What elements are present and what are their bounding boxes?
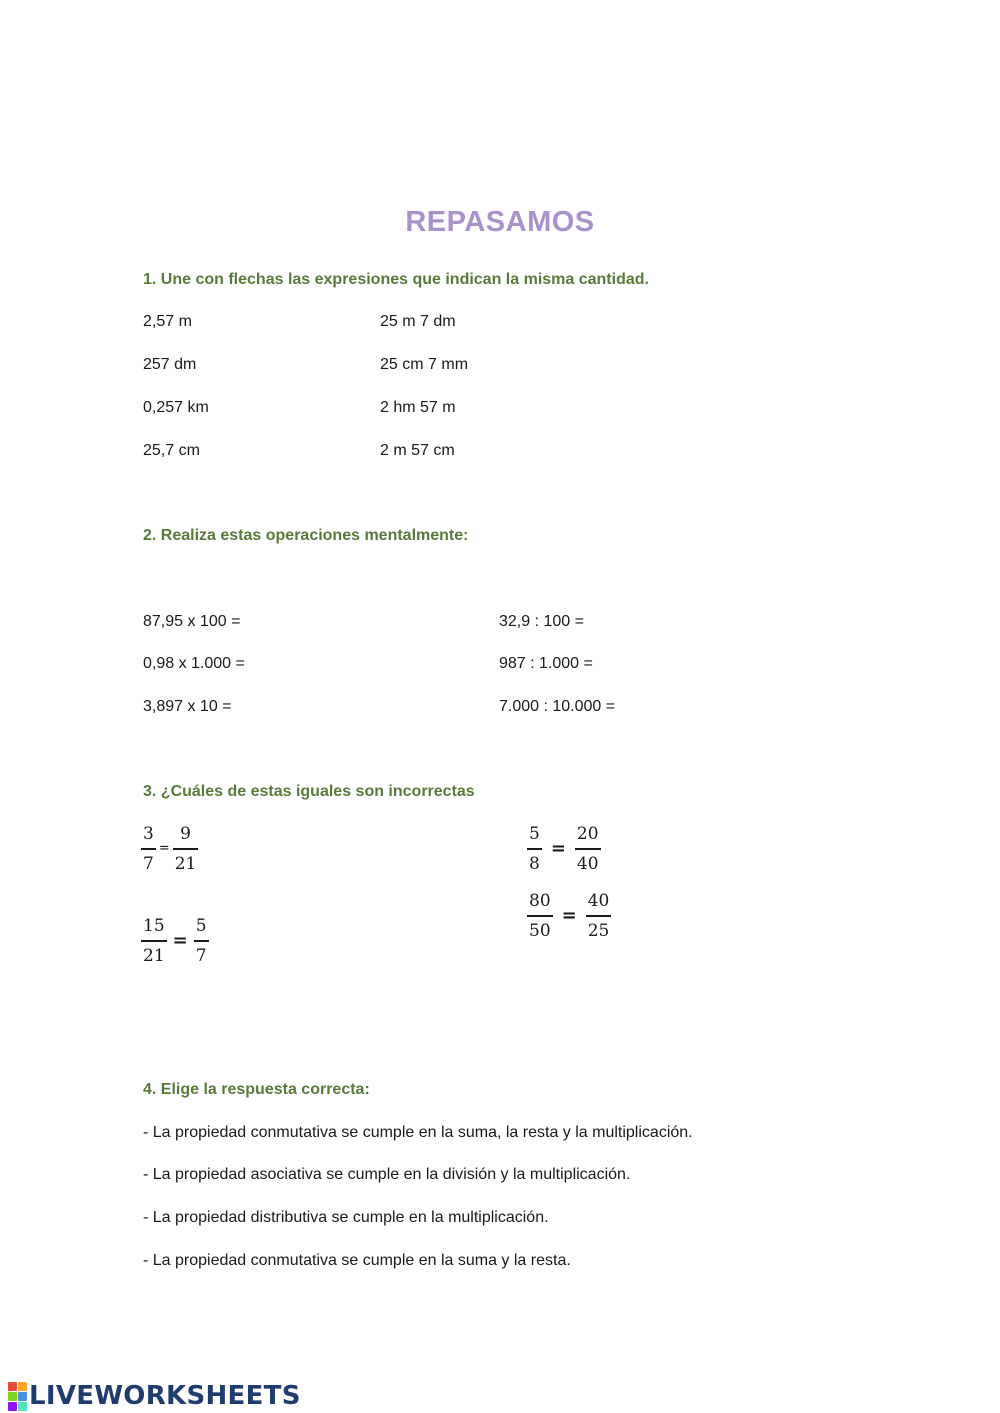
fraction-bar <box>194 940 209 942</box>
fraction <box>173 823 199 875</box>
numerator: 5 <box>195 916 207 936</box>
fraction-bar <box>527 848 542 850</box>
denominator: 7 <box>195 945 207 966</box>
operation-text: 987 : 1.000 = <box>499 655 593 672</box>
fraction-bar <box>527 915 553 917</box>
numerator: 9 <box>180 824 191 844</box>
fraction-equality[interactable] <box>527 823 601 875</box>
logo-block <box>18 1392 27 1401</box>
section-3-heading: 3. ¿Cuáles de estas iguales son incorrectas <box>143 783 475 800</box>
match-left-item[interactable]: 0,257 km <box>143 399 209 416</box>
match-right-item[interactable]: 2 hm 57 m <box>380 399 456 416</box>
answer-option[interactable]: - La propiedad distributiva se cumple en la multiplicación. <box>143 1209 549 1226</box>
denominator: 8 <box>529 853 540 874</box>
operation-text: 3,897 x 10 = <box>143 698 232 715</box>
equals-sign: = <box>172 930 188 952</box>
fraction-bar <box>141 848 156 850</box>
match-left-item[interactable]: 257 dm <box>143 356 197 373</box>
fraction-bar <box>173 848 199 850</box>
logo-text: LIVEWORKSHEETS <box>29 1381 301 1411</box>
equals-sign: = <box>550 838 566 860</box>
match-right-item[interactable]: 2 m 57 cm <box>380 442 455 459</box>
match-left-item[interactable]: 25,7 cm <box>143 442 200 459</box>
fraction <box>586 890 612 942</box>
denominator: 21 <box>174 853 197 874</box>
fraction-bar <box>141 940 167 942</box>
section-1-heading: 1. Une con flechas las expresiones que indican la misma cantidad. <box>143 271 649 288</box>
match-right-item[interactable]: 25 cm 7 mm <box>380 356 469 373</box>
match-left-item[interactable]: 2,57 m <box>143 313 192 330</box>
denominator: 50 <box>529 920 551 941</box>
numerator: 5 <box>529 824 540 844</box>
logo-block <box>8 1392 17 1401</box>
match-right-item[interactable]: 25 m 7 dm <box>380 313 456 330</box>
operation-text: 87,95 x 100 = <box>143 613 241 630</box>
logo-block <box>8 1402 17 1411</box>
operation-text: 7.000 : 10.000 = <box>499 698 616 715</box>
fraction-bar <box>575 848 601 850</box>
answer-option[interactable]: - La propiedad conmutativa se cumple en la suma, la resta y la multiplicación. <box>143 1124 693 1141</box>
fraction <box>141 915 167 967</box>
operation-text: 0,98 x 1.000 = <box>143 655 245 672</box>
denominator: 40 <box>576 853 599 874</box>
denominator: 7 <box>143 853 154 874</box>
numerator: 15 <box>143 916 165 936</box>
fraction-bar <box>586 915 612 917</box>
section-4-heading: 4. Elige la respuesta correcta: <box>143 1081 370 1098</box>
denominator: 21 <box>143 945 165 966</box>
denominator: 25 <box>587 920 610 941</box>
fraction-equality[interactable] <box>141 823 198 875</box>
equals-sign: = <box>561 905 577 927</box>
page-title: REPASAMOS <box>405 206 595 238</box>
section-2-heading: 2. Realiza estas operaciones mentalmente: <box>143 527 469 544</box>
answer-option[interactable]: - La propiedad asociativa se cumple en la división y la multiplicación. <box>143 1166 631 1183</box>
numerator: 20 <box>576 824 599 844</box>
answer-option[interactable]: - La propiedad conmutativa se cumple en la suma y la resta. <box>143 1252 571 1269</box>
numerator: 3 <box>143 824 154 844</box>
logo-block <box>18 1382 27 1391</box>
operation-text: 32,9 : 100 = <box>499 613 584 630</box>
logo-block <box>8 1382 17 1391</box>
numerator: 40 <box>587 891 610 911</box>
logo-block <box>18 1402 27 1411</box>
equals-sign: = <box>158 841 170 857</box>
logo-blocks-icon <box>8 1382 27 1411</box>
fraction-equality[interactable] <box>527 890 611 942</box>
fraction <box>194 915 209 967</box>
liveworksheets-logo <box>8 1381 301 1411</box>
fraction <box>527 823 542 875</box>
fraction <box>141 823 156 875</box>
fraction-equality[interactable] <box>141 915 209 967</box>
fraction <box>575 823 601 875</box>
numerator: 80 <box>529 891 551 911</box>
fraction <box>527 890 553 942</box>
